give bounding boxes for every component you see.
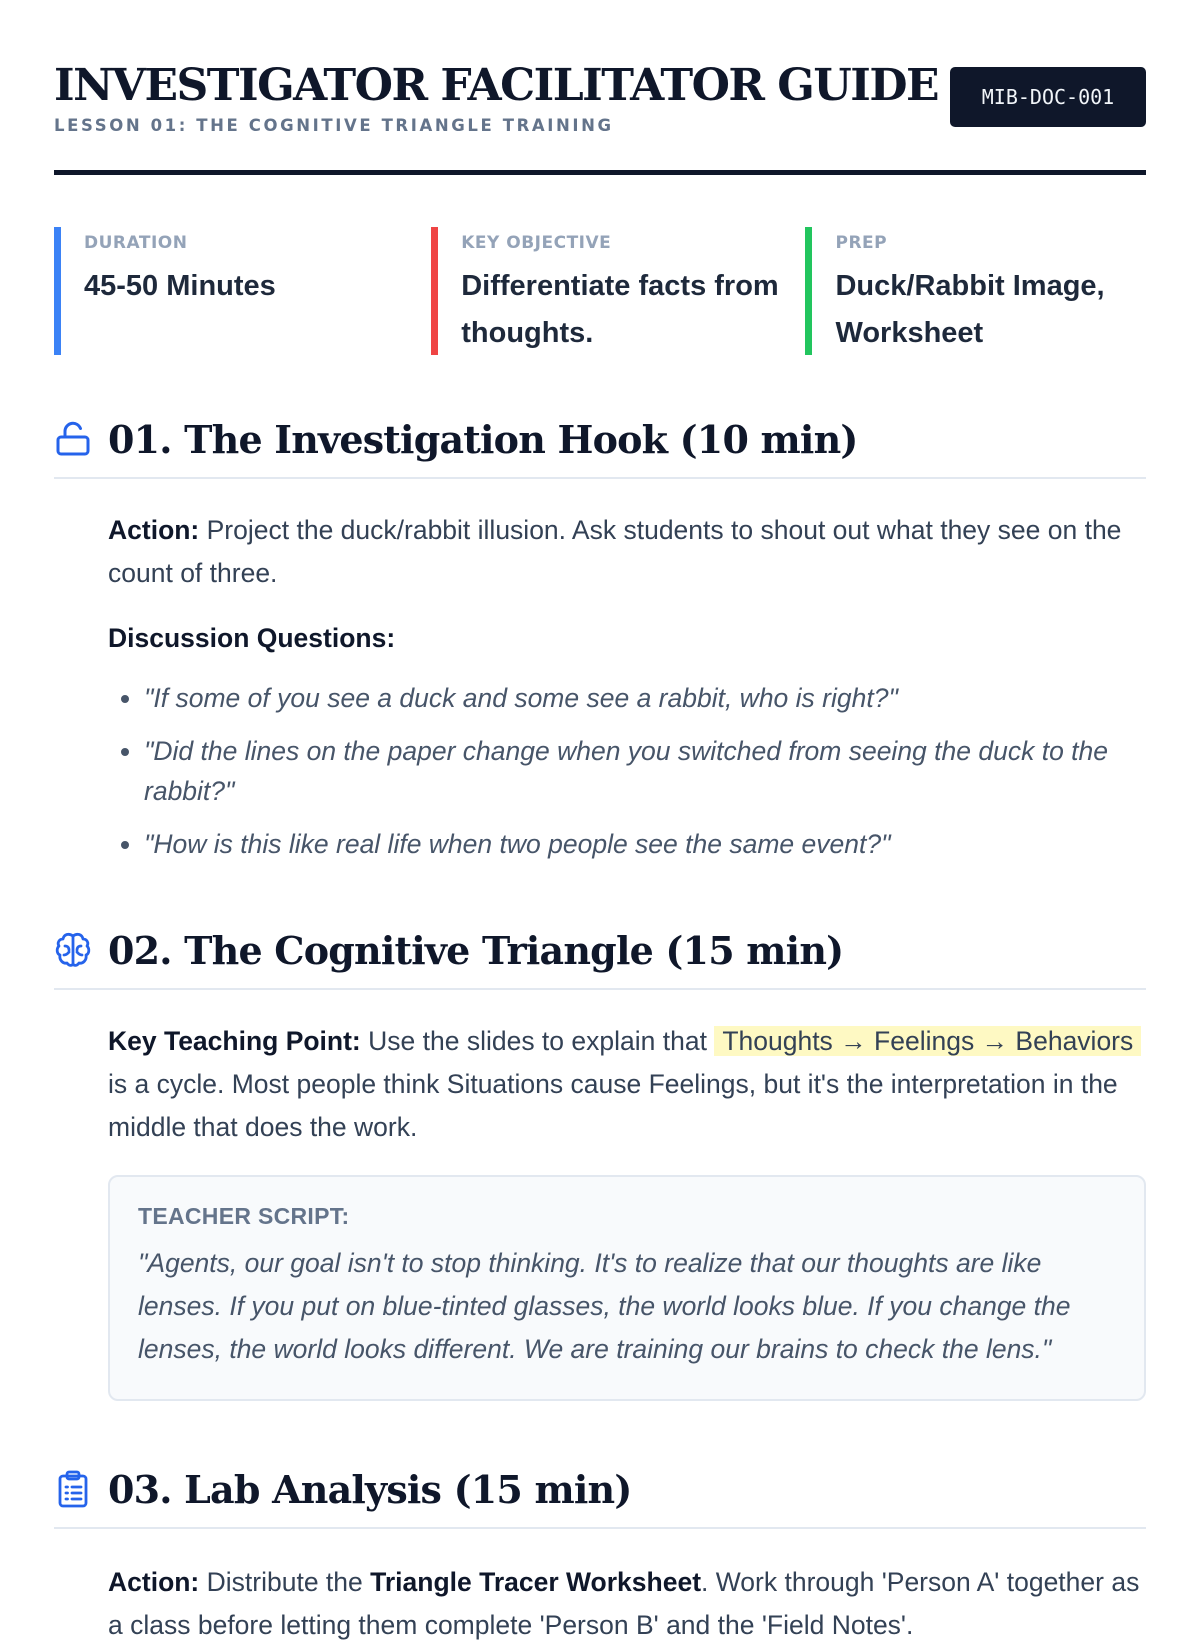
brain-icon [54, 931, 92, 969]
section-2-body [54, 1020, 1146, 1401]
meta-accent-bar [805, 227, 812, 355]
list-item: • "If some of you see a duck and some see a rabbit, who is right?" [144, 678, 1146, 718]
meta-key-objective [431, 227, 805, 355]
meta-duration [54, 227, 431, 355]
meta-value: Duck/Rabbit Image, Worksheet [835, 270, 1105, 349]
meta-accent-bar [431, 227, 438, 355]
action-label: Action: [108, 515, 200, 545]
unlock-icon [54, 420, 92, 458]
action-text: Distribute the [199, 1567, 371, 1597]
key-point-label: Key Teaching Point: [108, 1026, 361, 1056]
meta-label: PREP [835, 233, 888, 253]
section-title: 02. The Cognitive Triangle (15 min) [108, 927, 844, 973]
discussion-questions-list [108, 678, 1146, 864]
key-teaching-point [108, 1020, 1146, 1149]
lesson-meta [54, 227, 1146, 355]
meta-label: KEY OBJECTIVE [461, 233, 612, 253]
clipboard-icon [54, 1470, 92, 1508]
action-label: Action: [108, 1567, 200, 1597]
section-3-heading [54, 1451, 1146, 1529]
action-text: . Work through 'Person A' together as a class before letting them complete 'Person B' and the 'Field Notes'. [108, 1567, 1140, 1640]
worksheet-name: Triangle Tracer Worksheet [370, 1567, 702, 1597]
teacher-script-text: "Agents, our goal isn't to stop thinking. It's to realize that our thoughts are like lenses. If you put on blue-tinted glasses, the world looks blue. If you change the lenses, the world looks different. We are training our brains to check the lens." [138, 1248, 1071, 1364]
section-1-heading [54, 401, 1146, 479]
list-item: • "How is this like real life when two people see the same event?" [144, 824, 1146, 864]
lesson-subtitle: LESSON 01: THE COGNITIVE TRIANGLE TRAINING [54, 116, 614, 135]
meta-accent-bar [54, 227, 61, 355]
teacher-script-box [108, 1175, 1146, 1401]
meta-value: Differentiate facts from thoughts. [461, 270, 779, 349]
action-text: Project the duck/rabbit illusion. Ask students to shout out what they see on the count of three. [108, 515, 1122, 588]
list-item: • "Did the lines on the paper change when you switched from seeing the duck to the rabbit?" [144, 731, 1146, 811]
document-title: INVESTIGATOR FACILITATOR GUIDE [54, 60, 939, 111]
action-paragraph [108, 1561, 1146, 1647]
discussion-questions-label: Discussion Questions: [108, 623, 396, 653]
meta-value: 45-50 Minutes [84, 270, 276, 302]
document-header [54, 0, 1146, 175]
action-paragraph [108, 509, 1146, 595]
section-title: 01. The Investigation Hook (10 min) [108, 416, 858, 462]
key-point-text: is a cycle. Most people think Situations cause Feelings, but it's the interpretation in the middle that does the work. [108, 1069, 1118, 1142]
teacher-script-label: TEACHER SCRIPT: [138, 1203, 350, 1229]
document-id-badge: MIB-DOC-001 [950, 67, 1146, 127]
highlighted-cycle: Thoughts → Feelings → Behaviors [714, 1026, 1141, 1056]
section-title: 03. Lab Analysis (15 min) [108, 1466, 632, 1512]
meta-prep [805, 227, 1146, 355]
key-point-text: Use the slides to explain that [360, 1026, 715, 1056]
section-2-heading [54, 912, 1146, 990]
section-1-body [54, 509, 1146, 864]
meta-label: DURATION [84, 233, 188, 253]
section-3-body [54, 1561, 1146, 1647]
